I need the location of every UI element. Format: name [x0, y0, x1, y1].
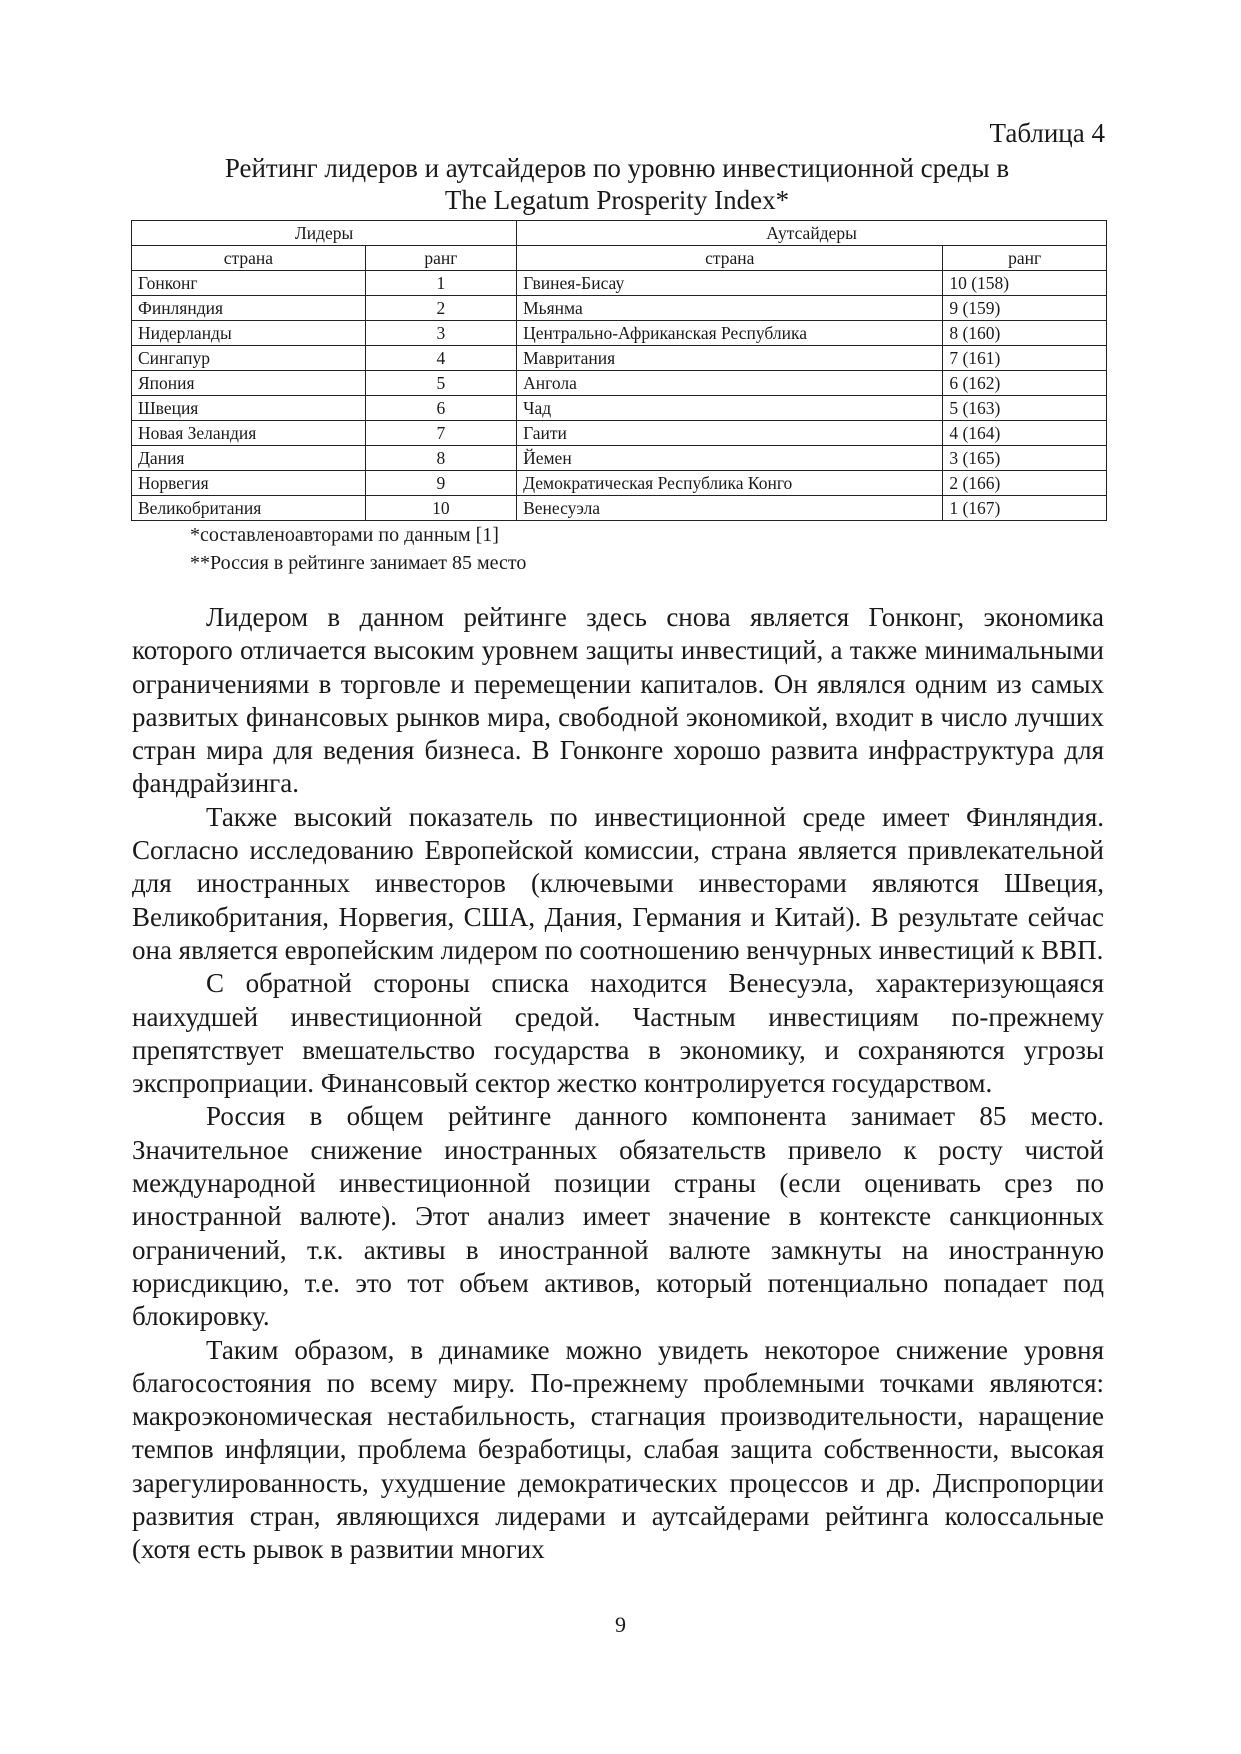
outsider-rank: 9 (159)	[943, 296, 1107, 321]
leader-rank: 10	[365, 496, 516, 521]
outsider-country: Венесуэла	[517, 496, 943, 521]
leader-rank: 9	[365, 471, 516, 496]
outsider-country: Йемен	[517, 446, 943, 471]
paragraph: Россия в общем рейтинге данного компонента занимает 85 место. Значительное снижение иностранных обязательств привело к росту чистой международной инвестиционной позиции страны (если оценивать срез по иностранной валюте). Этот анализ имеет значение в контексте санкционных ограничений, т.к. активы в иностранной валюте замкнуты на иностранную юрисдикцию, т.е. это тот объем активов, который потенциально попадает под блокировку.	[132, 1101, 1104, 1332]
outsider-country: Центрально-Африканская Республика	[517, 321, 943, 346]
leader-country: Великобритания	[132, 496, 366, 521]
table-column-header-row	[132, 246, 1107, 271]
table-title-line-1: Рейтинг лидеров и аутсайдеров по уровню инвестиционной среды в	[224, 153, 1010, 183]
paragraph: Также высокий показатель по инвестиционной среде имеет Финляндия. Согласно исследованию Европейской комиссии, страна является привлекательной для иностранных инвесторов (ключевыми инвесторами являются Швеция, Великобритания, Норвегия, США, Дания, Германия и Китай). В результате сейчас она является европейским лидером по соотношению венчурных инвестиций к ВВП.	[132, 801, 1104, 965]
leaders-rank-header: ранг	[365, 246, 516, 271]
footnote-russia: **Россия в рейтинге занимает 85 место	[190, 552, 527, 574]
leader-country: Финляндия	[132, 296, 366, 321]
leader-country: Дания	[132, 446, 366, 471]
leaders-country-header: страна	[132, 246, 366, 271]
table-title-line-2: The Legatum Prosperity Index*	[444, 185, 790, 215]
leader-rank: 2	[365, 296, 516, 321]
leader-rank: 6	[365, 396, 516, 421]
outsider-country: Чад	[517, 396, 943, 421]
page-number: 9	[615, 1612, 626, 1637]
table-row	[132, 471, 1107, 496]
table-number: Таблица 4	[989, 118, 1105, 148]
leader-country: Гонконг	[132, 271, 366, 296]
outsider-rank: 8 (160)	[943, 321, 1107, 346]
leader-country: Норвегия	[132, 471, 366, 496]
leader-rank: 4	[365, 346, 516, 371]
outsider-rank: 6 (162)	[943, 371, 1107, 396]
leader-rank: 3	[365, 321, 516, 346]
outsider-country: Мьянма	[517, 296, 943, 321]
paragraph: С обратной стороны списка находится Венесуэла, характеризующаяся наихудшей инвестиционной средой. Частным инвестициям по-прежнему препятствует вмешательство государства в экономику, и сохраняются угрозы экспроприации. Финансовый сектор жестко контролируется государством.	[132, 968, 1104, 1099]
outsider-rank: 5 (163)	[943, 396, 1107, 421]
outsiders-rank-header: ранг	[943, 246, 1107, 271]
body-text	[132, 601, 1104, 1567]
outsider-country: Мавритания	[517, 346, 943, 371]
leader-rank: 7	[365, 421, 516, 446]
table-row	[132, 446, 1107, 471]
table-row	[132, 421, 1107, 446]
table-row	[132, 371, 1107, 396]
outsiders-country-header: страна	[517, 246, 943, 271]
table-row	[132, 321, 1107, 346]
leader-rank: 8	[365, 446, 516, 471]
table-footnotes	[190, 521, 526, 577]
outsiders-group-header: Аутсайдеры	[517, 221, 1107, 246]
leader-country: Швеция	[132, 396, 366, 421]
table-row	[132, 296, 1107, 321]
outsider-rank: 1 (167)	[943, 496, 1107, 521]
outsider-rank: 3 (165)	[943, 446, 1107, 471]
paragraph: Лидером в данном рейтинге здесь снова является Гонконг, экономика которого отличается высоким уровнем защиты инвестиций, а также минимальными ограничениями в торговле и перемещении капиталов. Он являлся одним из самых развитых финансовых рынков мира, свободной экономикой, входит в число лучших стран мира для ведения бизнеса. В Гонконге хорошо развита инфраструктура для фандрайзинга.	[132, 602, 1104, 799]
leader-rank: 1	[365, 271, 516, 296]
footnote-source: *составленоавторами по данным [1]	[190, 524, 499, 546]
leader-country: Нидерланды	[132, 321, 366, 346]
table-row	[132, 396, 1107, 421]
table-row	[132, 346, 1107, 371]
leader-country: Новая Зеландия	[132, 421, 366, 446]
table-row	[132, 496, 1107, 521]
leaders-group-header: Лидеры	[132, 221, 517, 246]
outsider-rank: 2 (166)	[943, 471, 1107, 496]
outsider-rank: 10 (158)	[943, 271, 1107, 296]
rating-table	[131, 220, 1107, 521]
leader-country: Япония	[132, 371, 366, 396]
table-title	[132, 152, 1102, 216]
table-row	[132, 271, 1107, 296]
table-group-header-row	[132, 221, 1107, 246]
leader-rank: 5	[365, 371, 516, 396]
outsider-rank: 7 (161)	[943, 346, 1107, 371]
outsider-country: Демократическая Республика Конго	[517, 471, 943, 496]
outsider-country: Гвинея-Бисау	[517, 271, 943, 296]
leader-country: Сингапур	[132, 346, 366, 371]
paragraph: Таким образом, в динамике можно увидеть некоторое снижение уровня благосостояния по всему миру. По-прежнему проблемными точками являются: макроэкономическая нестабильность, стагнация производительности, наращение темпов инфляции, проблема безработицы, слабая защита собственности, высокая зарегулированность, ухудшение демократических процессов и др. Диспропорции развития стран, являющихся лидерами и аутсайдерами рейтинга колоссальные (хотя есть рывок в развитии многих	[132, 1334, 1104, 1565]
outsider-country: Ангола	[517, 371, 943, 396]
outsider-country: Гаити	[517, 421, 943, 446]
outsider-rank: 4 (164)	[943, 421, 1107, 446]
